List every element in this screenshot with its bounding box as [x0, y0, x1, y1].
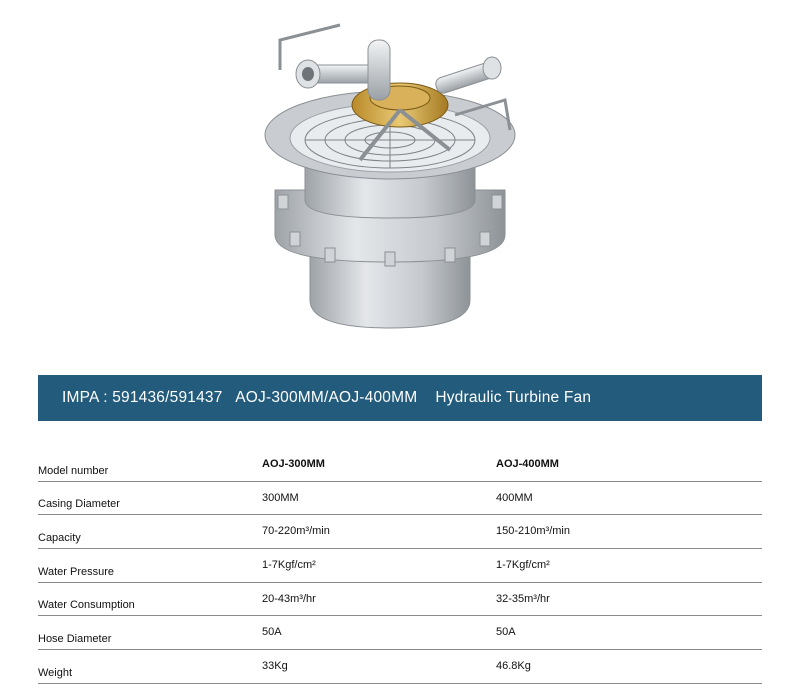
spec-table: [38, 448, 762, 684]
row-label: Capacity: [38, 532, 81, 545]
row-value-400: 150-210m³/min: [496, 525, 570, 538]
title-banner: [38, 375, 762, 421]
row-value-300: 33Kg: [262, 660, 288, 673]
row-label: Hose Diameter: [38, 633, 112, 646]
row-label: Water Pressure: [38, 565, 115, 578]
row-label: Water Consumption: [38, 599, 135, 612]
row-value-300: 20-43m³/hr: [262, 592, 316, 605]
table-row: [38, 583, 762, 617]
header-label: Model number: [38, 464, 109, 477]
table-row: [38, 549, 762, 583]
header-model-300: AOJ-300MM: [262, 458, 325, 470]
row-value-400: 400MM: [496, 491, 533, 504]
turbine-fan-image: [250, 10, 550, 340]
row-value-300: 300MM: [262, 491, 299, 504]
row-value-400: 46.8Kg: [496, 660, 531, 673]
table-row: [38, 650, 762, 684]
row-value-300: 1-7Kgf/cm²: [262, 559, 316, 572]
row-label: Weight: [38, 666, 73, 679]
table-row: [38, 616, 762, 650]
table-row: [38, 482, 762, 516]
table-header-row: [38, 448, 762, 482]
row-value-400: 50A: [496, 626, 516, 639]
row-value-400: 32-35m³/hr: [496, 592, 550, 605]
row-label: Casing Diameter: [38, 498, 120, 511]
product-title: IMPA : 591436/591437 AOJ-300MM/AOJ-400MM Hydraulic Turbine Fan: [62, 389, 592, 406]
row-value-300: 70-220m³/min: [262, 525, 330, 538]
table-row: [38, 515, 762, 549]
row-value-300: 50A: [262, 626, 282, 639]
row-value-400: 1-7Kgf/cm²: [496, 559, 550, 572]
header-model-400: AOJ-400MM: [496, 458, 559, 470]
